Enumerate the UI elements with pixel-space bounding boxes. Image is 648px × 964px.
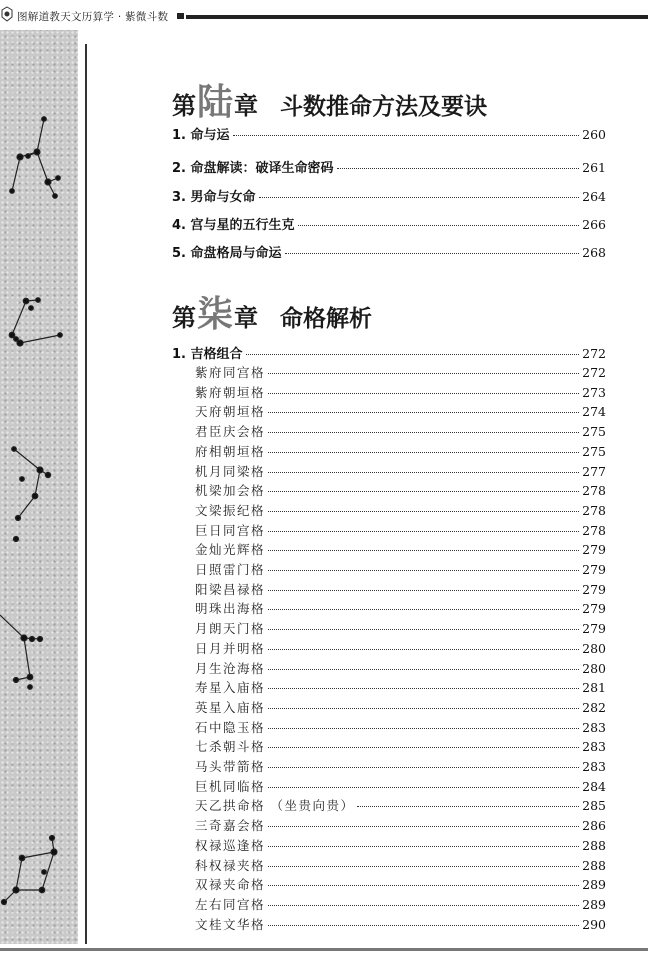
toc-sub-entry[interactable]	[195, 580, 606, 596]
chapter-number: 陆	[197, 81, 234, 123]
leader-dots	[268, 491, 579, 492]
page-number: 279	[582, 562, 606, 577]
header-square	[177, 13, 184, 19]
page-number: 279	[582, 621, 606, 637]
toc-label: 2. 命盘解读：破译生命密码	[172, 161, 334, 176]
chapter-lead: 第	[172, 303, 196, 332]
sidebar-rule	[85, 44, 87, 944]
page-number: 275	[582, 443, 606, 459]
page-number: 266	[582, 217, 606, 232]
leader-dots	[268, 472, 579, 473]
constellation-sidebar	[0, 30, 78, 944]
toc-entry[interactable]	[172, 343, 606, 360]
toc-sub-entry[interactable]	[195, 718, 606, 734]
leader-dots	[337, 168, 580, 169]
page-number: 278	[582, 483, 606, 499]
page-number: 279	[582, 581, 606, 597]
running-header	[0, 0, 648, 30]
page-number: 274	[582, 404, 606, 420]
leader-dots	[268, 669, 579, 670]
leader-dots	[259, 197, 580, 198]
leader-dots	[268, 767, 579, 768]
page-number: 283	[582, 719, 606, 735]
page-number: 284	[582, 778, 606, 794]
page-number: 289	[582, 877, 606, 893]
leader-dots	[298, 225, 580, 226]
toc-sub-label: 日月并明格	[195, 640, 266, 656]
toc-sub-entry[interactable]	[195, 383, 606, 399]
toc-entry[interactable]	[172, 124, 606, 141]
page-number: 268	[582, 245, 606, 260]
page-number: 283	[582, 739, 606, 755]
toc-sub-label: 文桂文华格	[195, 916, 266, 932]
toc-sub-label: 马头带箭格	[195, 759, 266, 774]
header-rule	[186, 15, 648, 19]
footer-rule	[0, 948, 648, 951]
toc-sub-entry[interactable]	[195, 540, 606, 556]
toc-sub-label: 金灿光辉格	[195, 542, 266, 558]
toc-sub-entry[interactable]	[195, 462, 606, 478]
toc-sub-label: 左右同宫格	[195, 896, 266, 912]
page-number: 283	[582, 759, 606, 774]
constellation-icon	[0, 30, 78, 944]
yin-yang-logo-icon	[0, 6, 14, 22]
toc-sub-label: 月生沧海格	[195, 660, 266, 676]
toc-sub-label: 文梁振纪格	[195, 502, 266, 518]
leader-dots	[268, 925, 579, 926]
toc-sub-label: 三奇嘉会格	[195, 818, 266, 834]
toc-sub-label: 天府朝垣格	[195, 404, 266, 420]
toc-sub-label: 明珠出海格	[195, 601, 266, 617]
leader-dots	[268, 550, 579, 551]
toc-sub-entry[interactable]	[195, 363, 606, 379]
page-number: 282	[582, 699, 606, 715]
toc-sub-entry[interactable]	[195, 619, 606, 635]
page-number: 272	[582, 365, 606, 380]
toc-sub-label: 双禄夹命格	[195, 877, 266, 893]
leader-dots	[268, 452, 579, 453]
toc-sub-entry[interactable]	[195, 895, 606, 911]
page-number: 277	[582, 463, 606, 479]
page-number: 280	[582, 660, 606, 676]
toc-sub-label: 紫府同宫格	[195, 365, 266, 380]
leader-dots	[268, 412, 579, 413]
page-number: 290	[582, 916, 606, 932]
toc-sub-label: 天乙拱命格 （坐贵向贵）	[195, 798, 355, 814]
toc-sub-entry[interactable]	[195, 915, 606, 931]
chapter-tail: 章	[234, 91, 259, 120]
page-number: 289	[582, 896, 606, 912]
leader-dots	[233, 135, 580, 136]
page-number: 288	[582, 837, 606, 853]
page-number: 261	[582, 160, 606, 175]
toc-entry[interactable]	[172, 214, 606, 231]
toc-sub-label: 日照雷门格	[195, 562, 266, 577]
toc-sub-entry[interactable]	[195, 659, 606, 675]
leader-dots	[268, 373, 579, 374]
toc-entry[interactable]	[172, 186, 606, 203]
toc-sub-label: 七杀朝斗格	[195, 739, 266, 755]
page-number: 272	[582, 346, 606, 361]
toc-label: 5. 命盘格局与命运	[172, 246, 282, 261]
toc-sub-entry[interactable]	[195, 737, 606, 753]
chapter-6-heading	[172, 74, 487, 125]
toc-label: 1. 命与运	[172, 128, 230, 143]
leader-dots	[268, 629, 579, 630]
toc-sub-label: 寿星入庙格	[195, 680, 266, 696]
leader-dots	[268, 885, 579, 886]
toc-sub-entry[interactable]	[195, 777, 606, 793]
toc-sub-label: 紫府朝垣格	[195, 384, 266, 400]
toc-sub-label: 机月同梁格	[195, 463, 266, 479]
page-number: 260	[582, 127, 606, 142]
leader-dots	[268, 590, 579, 591]
toc-label: 1. 吉格组合	[172, 347, 243, 362]
toc-sub-entry[interactable]	[195, 481, 606, 497]
toc-sub-entry[interactable]	[195, 599, 606, 615]
toc-label: 4. 宫与星的五行生克	[172, 218, 295, 233]
leader-dots	[268, 826, 579, 827]
toc-entry[interactable]	[172, 157, 606, 174]
page-number: 264	[582, 189, 606, 204]
toc-sub-label: 阳梁昌禄格	[195, 581, 266, 597]
leader-dots	[268, 393, 579, 394]
leader-dots	[268, 787, 579, 788]
toc-sub-entry[interactable]	[195, 521, 606, 537]
toc-label: 3. 男命与女命	[172, 190, 256, 205]
leader-dots	[268, 866, 579, 867]
toc-sub-entry[interactable]	[195, 698, 606, 714]
book-title: 图解道教天文历算学 · 紫微斗数	[17, 11, 169, 23]
page-number: 281	[582, 680, 606, 696]
toc-sub-entry[interactable]	[195, 639, 606, 655]
leader-dots	[246, 354, 580, 355]
toc-sub-label: 月朗天门格	[195, 621, 266, 637]
toc-sub-entry[interactable]	[195, 678, 606, 694]
leader-dots	[268, 570, 579, 571]
chapter-number: 柒	[197, 293, 234, 335]
page-number: 279	[582, 601, 606, 617]
leader-dots	[268, 688, 579, 689]
leader-dots	[268, 846, 579, 847]
leader-dots	[268, 432, 579, 433]
toc-sub-entry[interactable]	[195, 856, 606, 872]
toc-sub-label: 君臣庆会格	[195, 424, 266, 440]
toc-sub-entry[interactable]	[195, 560, 606, 576]
chapter-tail: 章	[234, 303, 259, 332]
toc-sub-label: 科权禄夹格	[195, 857, 266, 873]
toc-sub-label: 机梁加会格	[195, 483, 266, 499]
toc-sub-label: 石中隐玉格	[195, 719, 266, 735]
toc-sub-label: 府相朝垣格	[195, 443, 266, 459]
leader-dots	[268, 728, 579, 729]
page-number: 275	[582, 424, 606, 440]
chapter-title: 斗数推命方法及要诀	[280, 93, 488, 120]
toc-sub-label: 英星入庙格	[195, 699, 266, 715]
toc-entry[interactable]	[172, 242, 606, 259]
page-number: 278	[582, 502, 606, 518]
toc-sub-entry[interactable]	[195, 757, 606, 773]
leader-dots	[268, 649, 579, 650]
leader-dots	[268, 747, 579, 748]
leader-dots	[268, 708, 579, 709]
leader-dots	[285, 253, 580, 254]
toc-sub-entry[interactable]	[195, 402, 606, 418]
leader-dots	[357, 806, 579, 807]
toc-sub-label: 巨日同宫格	[195, 522, 266, 538]
toc-sub-entry[interactable]	[195, 442, 606, 458]
page-number: 273	[582, 384, 606, 400]
page-number: 279	[582, 542, 606, 558]
toc-sub-entry[interactable]	[195, 816, 606, 832]
toc-sub-label: 权禄巡逢格	[195, 837, 266, 853]
page-number: 286	[582, 818, 606, 834]
leader-dots	[268, 609, 579, 610]
page-number: 285	[582, 798, 606, 814]
toc-sub-label: 巨机同临格	[195, 778, 266, 794]
toc-sub-entry[interactable]	[195, 875, 606, 891]
leader-dots	[268, 905, 579, 906]
leader-dots	[268, 531, 579, 532]
toc-sub-entry[interactable]	[195, 501, 606, 517]
page-number: 278	[582, 522, 606, 538]
page-number: 288	[582, 857, 606, 873]
chapter-lead: 第	[172, 91, 196, 120]
chapter-title: 命格解析	[280, 305, 373, 332]
chapter-7-heading	[172, 286, 372, 337]
toc-sub-entry[interactable]	[195, 422, 606, 438]
toc-sub-entry[interactable]	[195, 796, 606, 812]
leader-dots	[268, 511, 579, 512]
toc-sub-entry[interactable]	[195, 836, 606, 852]
page-number: 280	[582, 640, 606, 656]
